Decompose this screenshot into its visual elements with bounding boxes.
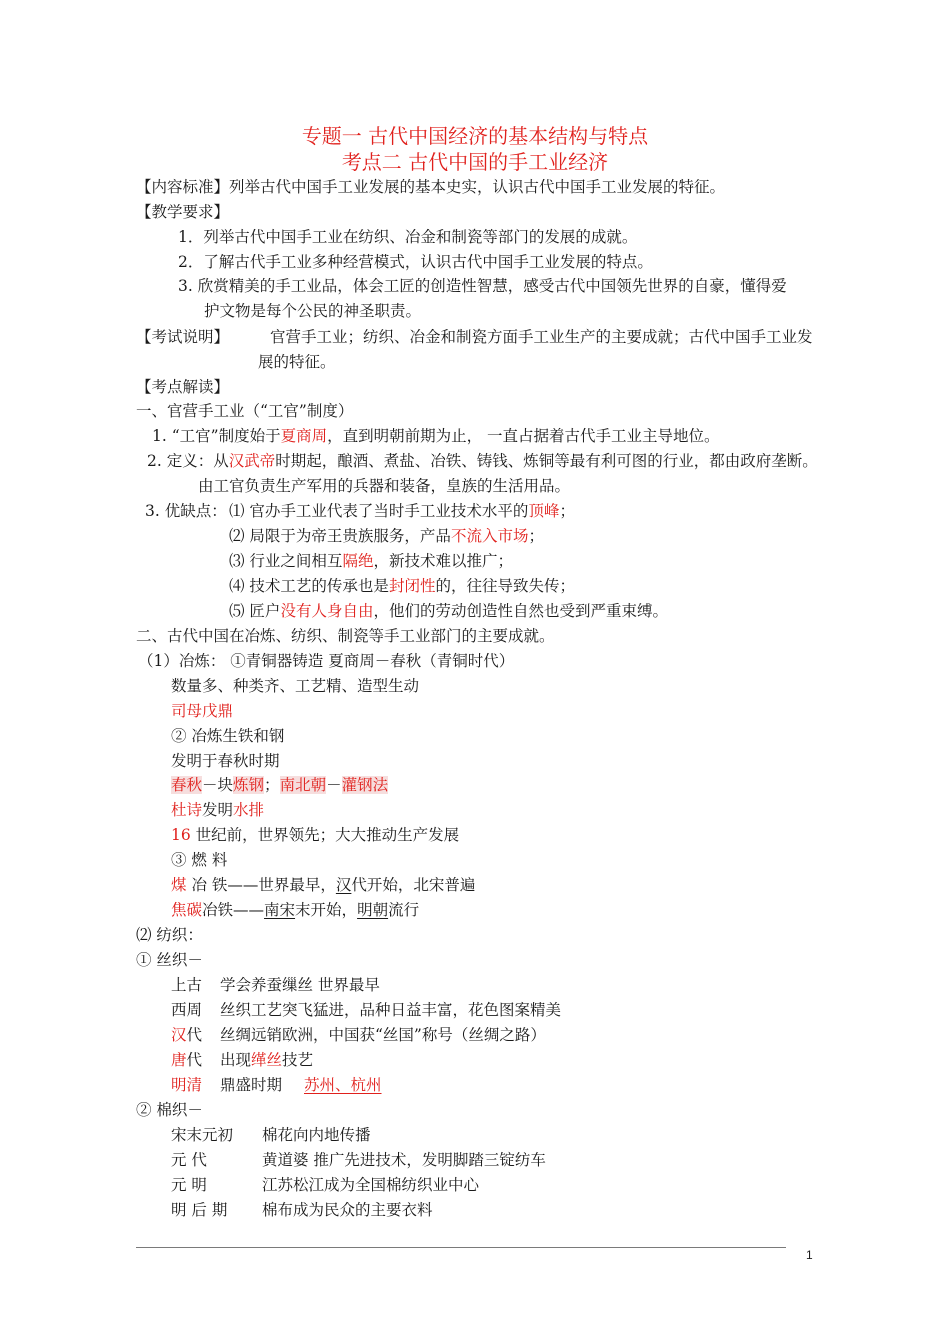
smelting-line: （1）冶炼： ①青铜器铸造 夏商周－春秋（青铜时代） (138, 652, 515, 670)
cotton-era: 明 后 期 (171, 1201, 228, 1219)
cotton-era: 元 明 (171, 1176, 207, 1194)
smelting-line: 发明于春秋时期 (171, 752, 280, 770)
content-standard-label: 【内容标准】 (136, 178, 230, 196)
section1-point2-cont: 由工官负责生产军用的兵器和装备，皇族的生活用品。 (198, 477, 571, 495)
highlight-text: 夏商周 (280, 427, 328, 445)
page-number: 1 (806, 1248, 813, 1262)
smelting-line: ③ 燃 料 (171, 851, 228, 869)
cotton-era: 宋末元初 (171, 1126, 234, 1144)
silk-era: 明清 (171, 1076, 203, 1094)
footer-divider (136, 1247, 786, 1248)
silk-era: 西周 (171, 1001, 203, 1019)
interpret-label: 【考点解读】 (136, 378, 230, 396)
pros-cons-item: ⑴ 官办手工业代表了当时手工业技术水平的顶峰； (229, 502, 575, 520)
section2-heading: 二、古代中国在冶炼、纺织、制瓷等手工业部门的主要成就。 (136, 627, 555, 645)
content-standard (136, 176, 725, 198)
smelting-line: 春秋－块炼钢；南北朝－灌钢法 (171, 776, 389, 794)
teaching-item: 1．列举古代中国手工业在纺织、冶金和制瓷等部门的发展的成就。 (178, 228, 638, 246)
section1-point3-label: 3. 优缺点： (145, 502, 227, 520)
cotton-text: 黄道婆 推广先进技术，发明脚踏三锭纺车 (262, 1151, 546, 1169)
silk-label: ① 丝织－ (136, 951, 203, 969)
exam-label: 【考试说明】 (136, 328, 230, 346)
smelting-line: ② 冶炼生铁和钢 (171, 727, 285, 745)
content-standard-text: 列举古代中国手工业发展的基本史实，认识古代中国手工业发展的特征。 (229, 178, 726, 196)
smelting-line: 焦碳冶铁——南宋末开始，明朝流行 (171, 901, 420, 919)
section1-point2: 2. 定义：从汉武帝时期起，酿酒、煮盐、冶铁、铸钱、炼铜等最有利可图的行业，都由政府垄断。 (147, 452, 818, 470)
cotton-label: ② 棉织－ (136, 1101, 203, 1119)
exam-text: 官营手工业；纺织、冶金和制瓷方面手工业生产的主要成就；古代中国手工业发 (270, 328, 813, 346)
textile-heading: ⑵ 纺织： (136, 926, 203, 944)
silk-text: 出现缂丝技艺 (220, 1051, 314, 1069)
smelting-line: 煤 冶 铁——世界最早，汉代开始，北宋普遍 (171, 876, 476, 894)
silk-text: 丝绸远销欧洲，中国获“丝国”称号（丝绸之路） (220, 1026, 546, 1044)
teaching-item: 3. 欣赏精美的手工业品，体会工匠的创造性智慧，感受古代中国领先世界的自豪，懂得爱 (178, 277, 787, 295)
silk-text: 丝织工艺突飞猛进，品种日益丰富，花色图案精美 (220, 1001, 562, 1019)
teaching-item: 2．了解古代手工业多种经营模式，认识古代中国手工业发展的特点。 (178, 253, 653, 271)
silk-text: 学会养蚕缫丝 世界最早 (220, 976, 380, 994)
page-subtitle: 考点二 古代中国的手工业经济 (341, 150, 609, 174)
teaching-item: 护文物是每个公民的神圣职责。 (204, 302, 422, 320)
silk-text: 鼎盛时期 (220, 1076, 283, 1094)
pros-cons-item: ⑷ 技术工艺的传承也是封闭性的，往往导致失传； (229, 577, 575, 595)
cotton-text: 江苏松江成为全国棉纺织业中心 (262, 1176, 480, 1194)
teaching-label: 【教学要求】 (136, 203, 230, 221)
smelting-line: 司母戊鼎 (171, 702, 234, 720)
silk-era: 汉代 (171, 1026, 203, 1044)
pros-cons-item: ⑶ 行业之间相互隔绝，新技术难以推广； (229, 552, 513, 570)
section1-point1: 1. “工官”制度始于夏商周，直到明朝前期为止， 一直占据着古代手工业主导地位。 (152, 427, 720, 445)
section1-heading: 一、官营手工业（“工官”制度） (136, 402, 354, 420)
smelting-line: 16 世纪前，世界领先；大大推动生产发展 (171, 826, 460, 844)
silk-era: 唐代 (171, 1051, 203, 1069)
cotton-text: 棉布成为民众的主要衣料 (262, 1201, 433, 1219)
cotton-text: 棉花向内地传播 (262, 1126, 371, 1144)
exam-text: 展的特征。 (258, 353, 336, 371)
cotton-era: 元 代 (171, 1151, 207, 1169)
page-title: 专题一 古代中国经济的基本结构与特点 (301, 124, 649, 148)
pros-cons-item: ⑸ 匠户没有人身自由，他们的劳动创造性自然也受到严重束缚。 (229, 602, 668, 620)
smelting-line: 数量多、种类齐、工艺精、造型生动 (171, 677, 420, 695)
highlight-text: 汉武帝 (228, 452, 276, 470)
smelting-line: 杜诗发明水排 (171, 801, 265, 819)
silk-era: 上古 (171, 976, 203, 994)
pros-cons-item: ⑵ 局限于为帝王贵族服务，产品不流入市场； (229, 527, 544, 545)
silk-places: 苏州、杭州 (304, 1076, 382, 1094)
